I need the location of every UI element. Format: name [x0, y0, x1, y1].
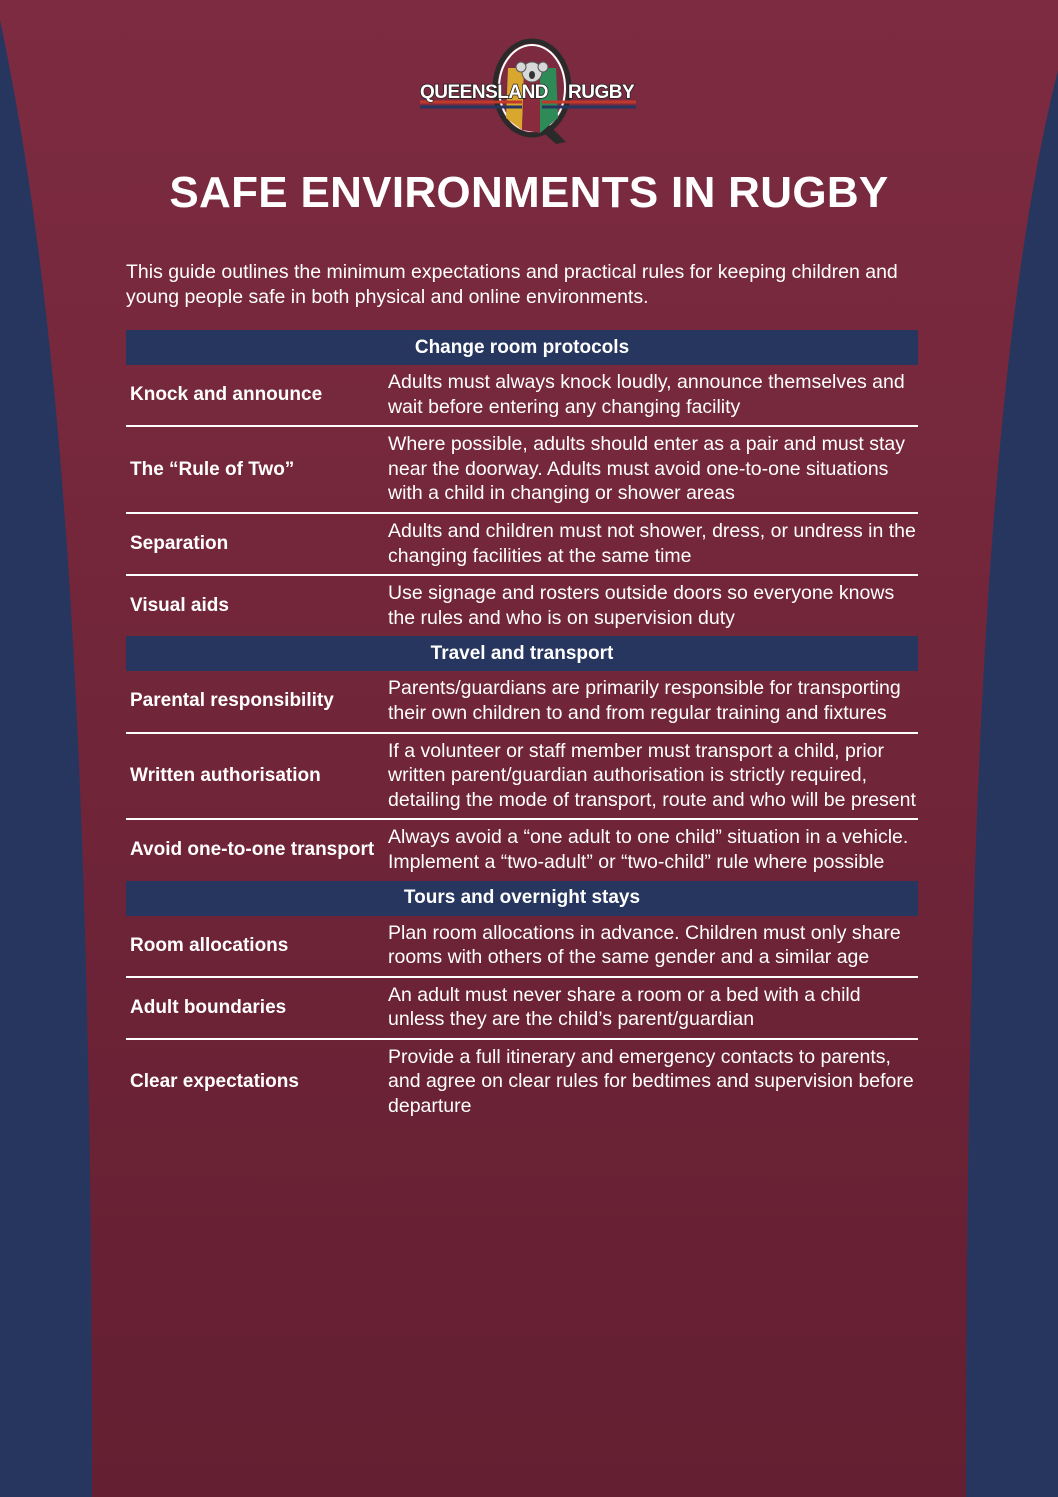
- row-label: Knock and announce: [126, 365, 384, 426]
- table-row: [126, 426, 918, 513]
- row-description: An adult must never share a room or a bed with a child unless they are the child’s parent/guardian: [384, 977, 918, 1039]
- section-header: Tours and overnight stays: [126, 881, 918, 916]
- row-description: Plan room allocations in advance. Children must only share rooms with others of the same gender and a similar age: [384, 916, 918, 977]
- table-row: [126, 513, 918, 575]
- table-row: [126, 575, 918, 636]
- row-label: Written authorisation: [126, 733, 384, 820]
- table-row: [126, 733, 918, 820]
- row-label: Clear expectations: [130, 1071, 299, 1093]
- table-row: [126, 819, 918, 880]
- row-label: Avoid one-to-one transport: [130, 839, 375, 861]
- table-row: [126, 365, 918, 426]
- svg-text:QUEENSLAND: QUEENSLAND: [420, 82, 549, 103]
- section-header: Change room protocols: [126, 330, 918, 365]
- row-label: Adult boundaries: [126, 977, 384, 1039]
- page-title: SAFE ENVIRONMENTS IN RUGBY: [169, 168, 889, 217]
- row-label: Parental responsibility: [126, 671, 384, 732]
- table-row: [126, 916, 918, 977]
- row-description: Adults and children must not shower, dress, or undress in the changing facilities at the same time: [384, 513, 918, 575]
- row-description: Parents/guardians are primarily responsible for transporting their own children to and from regular training and fixtures: [384, 671, 918, 732]
- queensland-rugby-logo-icon: [418, 38, 640, 146]
- row-description: If a volunteer or staff member must transport a child, prior written parent/guardian authorisation is strictly required, detailing the mode of transport, route and who will be present: [384, 733, 918, 820]
- row-description: Always avoid a “one adult to one child” situation in a vehicle. Implement a “two-adult” or “two-child” rule where possible: [388, 826, 909, 873]
- row-description: Where possible, adults should enter as a pair and must stay near the doorway. Adults must avoid one-to-one situations with a child in changing or shower areas: [384, 426, 918, 513]
- svg-text:RUGBY: RUGBY: [568, 82, 635, 103]
- row-label: Visual aids: [130, 595, 229, 617]
- table-row: [126, 977, 918, 1039]
- intro-paragraph: This guide outlines the minimum expectations and practical rules for keeping children and young people safe in both physical and online environments.: [126, 261, 898, 308]
- row-description: Adults must always knock loudly, announce themselves and wait before entering any changing facility: [384, 365, 918, 426]
- table-row: [126, 1039, 918, 1125]
- row-description: Provide a full itinerary and emergency contacts to parents, and agree on clear rules for bedtimes and supervision before departure: [388, 1045, 914, 1118]
- row-label: Room allocations: [126, 916, 384, 977]
- table-row: [126, 671, 918, 732]
- row-label: Separation: [126, 513, 384, 575]
- section-header: Travel and transport: [126, 636, 918, 671]
- queensland-rugby-logo: [418, 38, 640, 146]
- row-label: The “Rule of Two”: [126, 426, 384, 513]
- guidelines-table: [126, 330, 918, 1125]
- row-description: Use signage and rosters outside doors so everyone knows the rules and who is on supervision duty: [388, 582, 895, 629]
